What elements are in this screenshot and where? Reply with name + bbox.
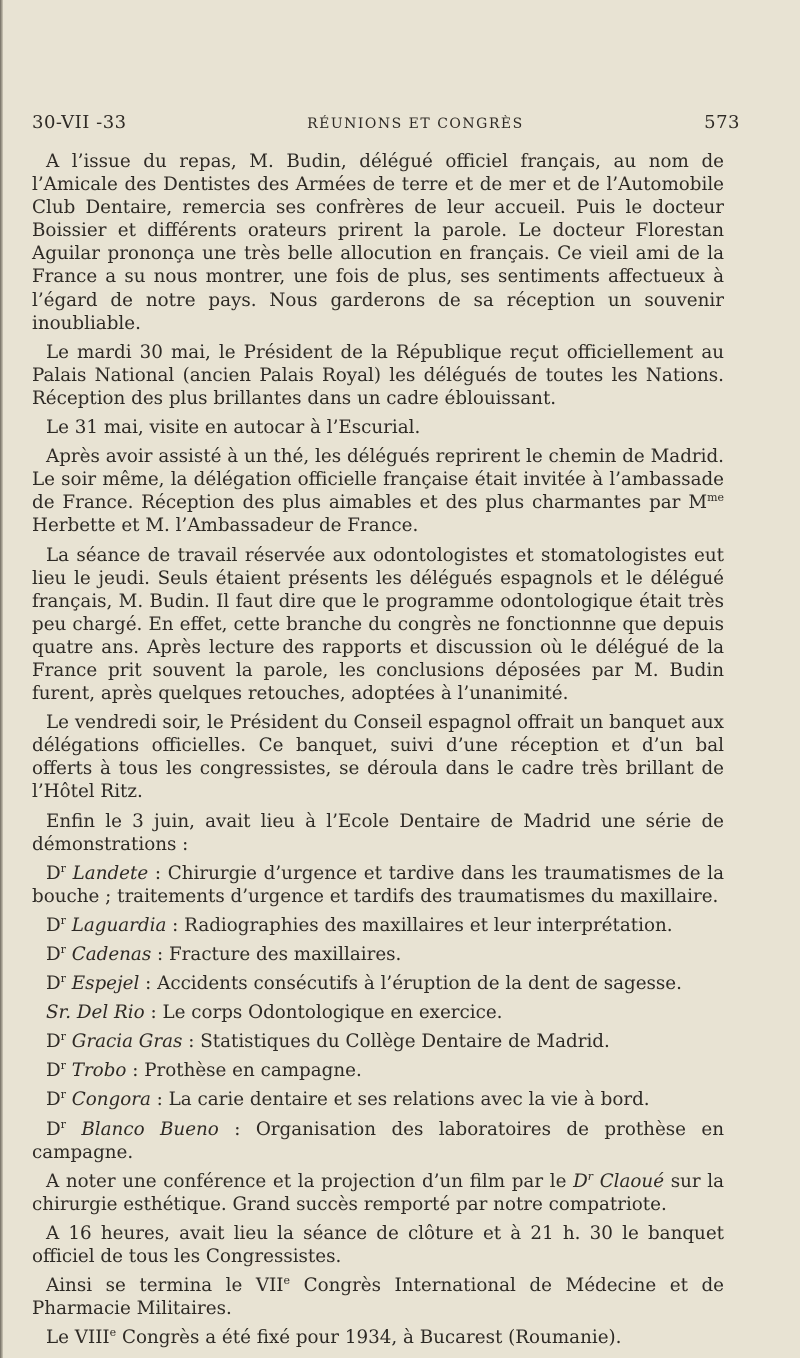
demonstration-presenter: Trobo <box>71 1060 127 1082</box>
page-body <box>32 150 724 1349</box>
demonstration-topic: : La carie dentaire et ses relations avec la vie à bord. <box>150 1089 650 1111</box>
page-binding-edge <box>0 0 3 1358</box>
paragraph: Le mardi 30 mai, le Président de la République reçut officiellement au Palais National (ancien Palais Royal) les délégués de toutes les Nations. Réception des plus brillantes dans un cadre éblouissant. <box>32 341 724 409</box>
demonstration-topic: : Radiographies des maxillaires et leur interprétation. <box>166 914 673 936</box>
demonstration-title: Sr. <box>46 1002 72 1024</box>
demonstration-presenter: Laguardia <box>71 914 167 936</box>
paragraph: A 16 heures, avait lieu la séance de clôture et à 21 h. 30 le banquet officiel de tous les Congressistes. <box>32 1222 724 1268</box>
demonstration-presenter: Landete <box>72 862 149 884</box>
demonstration-topic: : Organisation des laboratoires de prothèse en campagne. <box>32 1118 724 1163</box>
demonstration-item <box>32 1059 724 1082</box>
paragraph-text: Après avoir assisté à un thé, les délégués reprirent le chemin de Madrid. Le soir même, la délégation officielle française était invitée à l’ambassade de France. Réception des plus aimables et des plus charmantes par <box>32 446 724 514</box>
paragraph <box>32 1274 724 1320</box>
doctor-name: Claoué <box>599 1170 665 1192</box>
demonstration-item <box>32 1001 724 1024</box>
paragraph-text: Ainsi se termina le VII <box>46 1275 284 1297</box>
doctor-title-sup: r <box>587 1169 594 1183</box>
demonstration-item <box>32 972 724 995</box>
demonstration-topic: : Prothèse en campagne. <box>126 1060 362 1082</box>
demonstration-title-sup: r <box>60 942 66 956</box>
demonstration-presenter: Congora <box>71 1089 151 1111</box>
paragraph-text: Le VIII <box>46 1327 110 1349</box>
demonstration-title: D <box>46 862 61 884</box>
paragraph-text: sur la chirurgie esthétique. Grand succès remporté par notre compatriote. <box>32 1170 725 1215</box>
demonstration-title-sup: r <box>60 913 66 927</box>
demonstration-topic: : Accidents consécutifs à l’éruption de la dent de sagesse. <box>139 973 682 995</box>
demonstration-presenter: Del Rio <box>76 1002 145 1024</box>
demonstration-topic: : Chirurgie d’urgence et tardive dans les traumatismes de la bouche ; traitements d’urgence et tardifs des traumatismes du maxillaire. <box>32 862 725 907</box>
demonstration-item <box>32 862 724 908</box>
paragraph: Le 31 mai, visite en autocar à l’Escurial. <box>46 417 421 439</box>
ordinal-sup: e <box>283 1274 291 1288</box>
demonstration-title: D <box>46 973 61 995</box>
header-date: 30-VII -33 <box>32 112 127 133</box>
demonstration-topic: : Le corps Odontologique en exercice. <box>144 1002 503 1024</box>
demonstration-topic: : Statistiques du Collège Dentaire de Madrid. <box>182 1031 610 1053</box>
paragraph: A l’issue du repas, M. Budin, délégué officiel français, au nom de l’Amicale des Dentistes des Armées de terre et de mer et de l’Automobile Club Dentaire, remercia ses confrères de leur accueil. Puis le docteur Boissier et différents orateurs prirent la parole. Le docteur Florestan Aguilar prononça une très belle allocution en français. Ce vieil ami de la France a su nous montrer, une fois de plus, ses sentiments affectueux à l’égard de notre pays. Nous garderons de sa réception un souvenir inoubliable. <box>32 151 724 334</box>
page-number: 573 <box>704 112 740 133</box>
paragraph <box>32 445 724 537</box>
paragraph <box>32 1170 724 1216</box>
demonstration-title-sup: r <box>60 861 66 875</box>
paragraph-text: Herbette et M. l’Ambassadeur de France. <box>32 515 419 537</box>
demonstration-presenter: Blanco Bueno <box>81 1118 219 1140</box>
honorific: M <box>688 492 708 514</box>
demonstrations-list <box>32 862 724 1164</box>
demonstration-item <box>32 1118 724 1164</box>
demonstration-title-sup: r <box>60 1117 66 1131</box>
demonstration-title: D <box>46 1118 61 1140</box>
demonstration-title-sup: r <box>60 1088 66 1102</box>
demonstration-presenter: Gracia Gras <box>71 1031 183 1053</box>
doctor-title: D <box>573 1170 588 1192</box>
demonstration-title-sup: r <box>60 972 66 985</box>
paragraph-text: A noter une conférence et la projection d’un film par le <box>46 1170 574 1192</box>
ordinal-sup: e <box>109 1326 117 1340</box>
demonstration-title: D <box>46 1031 61 1053</box>
paragraph: Le vendredi soir, le Président du Conseil espagnol offrait un banquet aux délégations officielles. Ce banquet, suivi d’une réception et d’un bal offerts à tous les congressistes, se déroula dans le cadre très brillant de l’Hôtel Ritz. <box>32 712 724 803</box>
paragraph: La séance de travail réservée aux odontologistes et stomatologistes eut lieu le jeudi. Seuls étaient présents les délégués espagnols et le délégué français, M. Budin. Il faut dire que le programme odontologique était très peu chargé. En effet, cette branche du congrès ne fonctionnne que depuis quatre ans. Après lecture des rapports et discussion où le délégué de la France prit souvent la parole, les conclusions déposées par M. Budin furent, après quelques retouches, adoptées à l’unanimité. <box>32 544 724 705</box>
running-header <box>32 112 740 133</box>
demonstration-title-sup: r <box>60 1059 66 1073</box>
paragraph <box>32 1326 724 1349</box>
demonstration-title: D <box>46 914 61 936</box>
demonstration-title: D <box>46 1060 61 1082</box>
paragraph: Enfin le 3 juin, avait lieu à l’Ecole Dentaire de Madrid une série de démonstrations : <box>32 810 724 855</box>
honorific-sup: me <box>707 491 725 505</box>
demonstration-item <box>32 914 724 937</box>
demonstration-title-sup: r <box>60 1030 66 1044</box>
demonstration-item <box>32 943 724 966</box>
paragraph-text: Congrès International de Médecine et de Pharmacie Militaires. <box>32 1275 724 1320</box>
demonstration-title: D <box>46 944 61 965</box>
demonstration-item <box>32 1088 724 1111</box>
demonstration-item <box>32 1030 724 1053</box>
demonstration-presenter: Cadenas <box>71 944 152 965</box>
demonstration-title: D <box>46 1089 61 1111</box>
paragraph-text: Congrès a été fixé pour 1934, à Bucarest (Roumanie). <box>116 1327 622 1349</box>
header-title: RÉUNIONS ET CONGRÈS <box>307 116 524 132</box>
demonstration-topic: : Fracture des maxillaires. <box>151 944 402 965</box>
demonstration-presenter: Espejel <box>71 973 140 995</box>
